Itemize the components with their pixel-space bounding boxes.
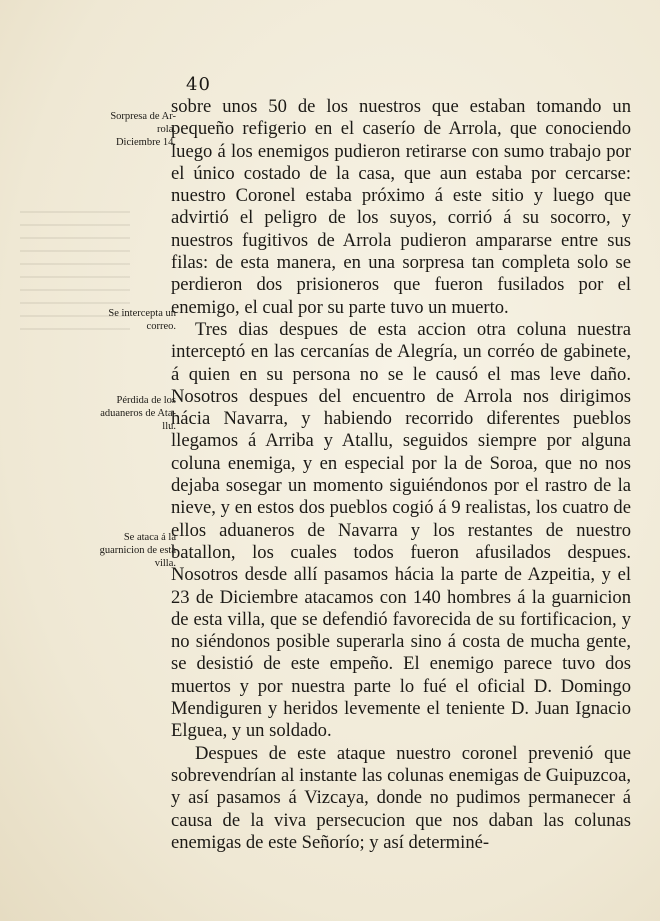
paragraph-1: sobre unos 50 de los nuestros que estaban tomando un pequeño refigerio en el caserío de Arrola, que conociendo luego á los enemigos pudieron retirarse con sumo trabajo por el único costado de la casa, que aun estaba por cercarse: nuestro Coronel estaba próximo á este sitio y luego que advirtió el peligro de los suyos, corrió á su socorro, y nuestros fugitivos de Arrola pudieron ampararse entre sus filas: de esta manera, en una sorpresa tan completa solo se perdieron dos prisioneros que fueron fusilados por el enemigo, el cual por su parte tuvo un muerto. <box>171 96 631 318</box>
paragraph-2: Tres dias despues de esta accion otra coluna nuestra interceptó en las cercanías de Alegría, un corréo de gabinete, á quien en su persona no se le causó el mas leve daño. Nosotros despues del encuentro de Arrola nos dirigimos hácia Navarra, y habiendo recorrido diferentes pueblos llegamos á Arriba y Atallu, seguidos siempre por alguna coluna enemiga, y en especial por la de Soroa, que no nos dejaba sosegar un momento siguiéndonos por el rastro de la nieve, y en estos dos pueblos cogió á 9 realistas, los cuatro de ellos aduaneros de Navarra y los restantes de nuestro batallon, los cuales todos fueron afusilados despues. Nosotros desde allí pasamos hácia la parte de Azpeitia, y el 23 de Diciembre atacamos con 140 hombres á la guarnicion de esta villa, que se defendió favorecida de su fortificacion, y no siéndonos posible superarla sino á costa de mucha gente, se desistió de este empeño. El enemigo parece tuvo dos muertos y por nuestra parte lo fué el oficial D. Domingo Mendiguren y heridos levemente el teniente D. Juan Ignacio Elguea, y un soldado. <box>171 318 631 742</box>
margin-note-line: Se intercepta un <box>108 308 176 319</box>
margin-note-line: llu. <box>162 421 176 432</box>
margin-note-correo <box>84 307 176 333</box>
margin-note-sorpresa <box>84 110 176 149</box>
paragraph-3: Despues de este ataque nuestro coronel prevenió que sobrevendrían al instante las colunas enemigas de Guipuzcoa, y así pasamos á Vizcaya, donde no pudimos permanecer á causa de la viva persecucion que nos daban las colunas enemigas de este Señorío; y así determiné- <box>171 742 631 853</box>
margin-note-aduaneros <box>84 394 176 433</box>
page-number: 40 <box>186 74 211 95</box>
margin-note-guarnicion <box>84 531 176 570</box>
body-text <box>171 96 631 854</box>
margin-note-line: rola. <box>157 124 176 135</box>
margin-note-line: villa. <box>154 558 176 569</box>
margin-note-line: guarnicion de esta <box>99 545 176 556</box>
margin-note-line: Se ataca á la <box>123 532 176 543</box>
margin-note-line: Diciembre 14. <box>115 137 176 148</box>
margin-note-line: correo. <box>146 321 176 332</box>
margin-note-line: Sorpresa de Ar- <box>110 111 176 122</box>
margin-note-line: aduaneros de Ata- <box>100 408 176 419</box>
margin-note-line: Pérdida de los <box>116 395 176 406</box>
